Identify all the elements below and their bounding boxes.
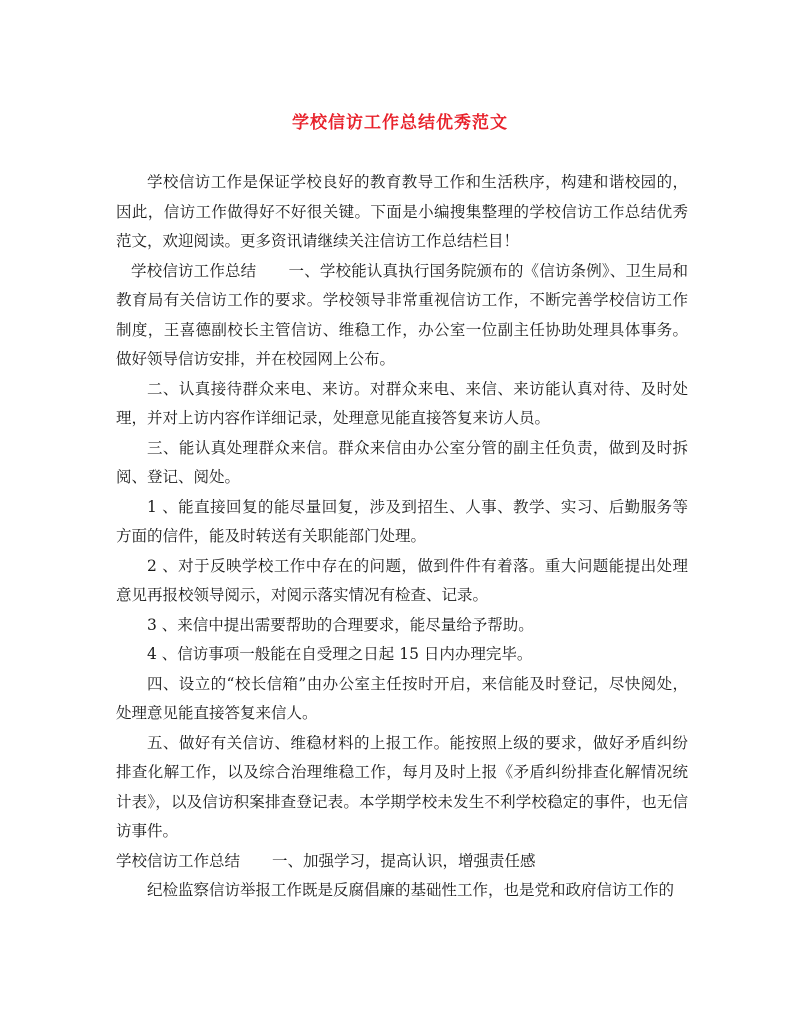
paragraph-item-3: 3 、来信中提出需要帮助的合理要求，能尽量给予帮助。 bbox=[147, 615, 534, 634]
paragraph-item-2: 2 、对于反映学校工作中存在的问题，做到件件有着落。重大问题能提出处理意见再报校领导阅示，对阅示落实情况有检查、记录。 bbox=[116, 556, 688, 604]
section1-paragraph bbox=[116, 257, 688, 375]
paragraph-item-1: 1 、能直接回复的能尽量回复，涉及到招生、人事、教学、实习、后勤服务等方面的信件，能及时转送有关职能部门处理。 bbox=[116, 497, 688, 545]
document-title: 学校信访工作总结优秀范文 bbox=[292, 113, 508, 133]
section2-paragraph bbox=[116, 847, 688, 877]
paragraph-4: 四、设立的“校长信箱”由办公室主任按时开启，来信能及时登记，尽快阅处，处理意见能直接答复来信人。 bbox=[116, 674, 688, 722]
paragraph-3: 三、能认真处理群众来信。群众来信由办公室分管的副主任负责，做到及时拆阅、登记、阅处。 bbox=[116, 438, 688, 486]
section1-text: 一、学校能认真执行国务院颁布的《信访条例》、卫生局和教育局有关信访工作的要求。学校领导非常重视信访工作，不断完善学校信访工作制度，王喜德副校长主管信访、维稳工作，办公室一位副主任协助处理具体事务。做好领导信访安排，并在校园网上公布。 bbox=[116, 261, 688, 368]
paragraph-item-4: 4 、信访事项一般能在自受理之日起 15 日内办理完毕。 bbox=[147, 645, 533, 663]
section1-label: 学校信访工作总结 bbox=[131, 261, 257, 280]
paragraph-5: 五、做好有关信访、维稳材料的上报工作。能按照上级的要求，做好矛盾纠纷排查化解工作，以及综合治理维稳工作，每月及时上报《矛盾纠纷排查化解情况统计表》，以及信访积案排查登记表。本学期学校未发生不利学校稳定的事件，也无信访事件。 bbox=[116, 733, 688, 840]
section2-label: 学校信访工作总结 bbox=[116, 851, 241, 870]
closing-paragraph: 纪检监察信访举报工作既是反腐倡廉的基础性工作，也是党和政府信访工作的 bbox=[147, 881, 675, 899]
intro-paragraph: 学校信访工作是保证学校良好的教育教导工作和生活秩序，构建和谐校园的，因此，信访工作做得好不好很关键。下面是小编搜集整理的学校信访工作总结优秀范文，欢迎阅读。更多资讯请继续关注信访工作总结栏目！ bbox=[116, 173, 688, 250]
section2-text: 一、加强学习，提高认识，增强责任感 bbox=[272, 851, 536, 870]
document-body bbox=[116, 168, 688, 906]
paragraph-2: 二、认真接待群众来电、来访。对群众来电、来信、来访能认真对待、及时处理，并对上访内容作详细记录，处理意见能直接答复来访人员。 bbox=[116, 379, 688, 427]
